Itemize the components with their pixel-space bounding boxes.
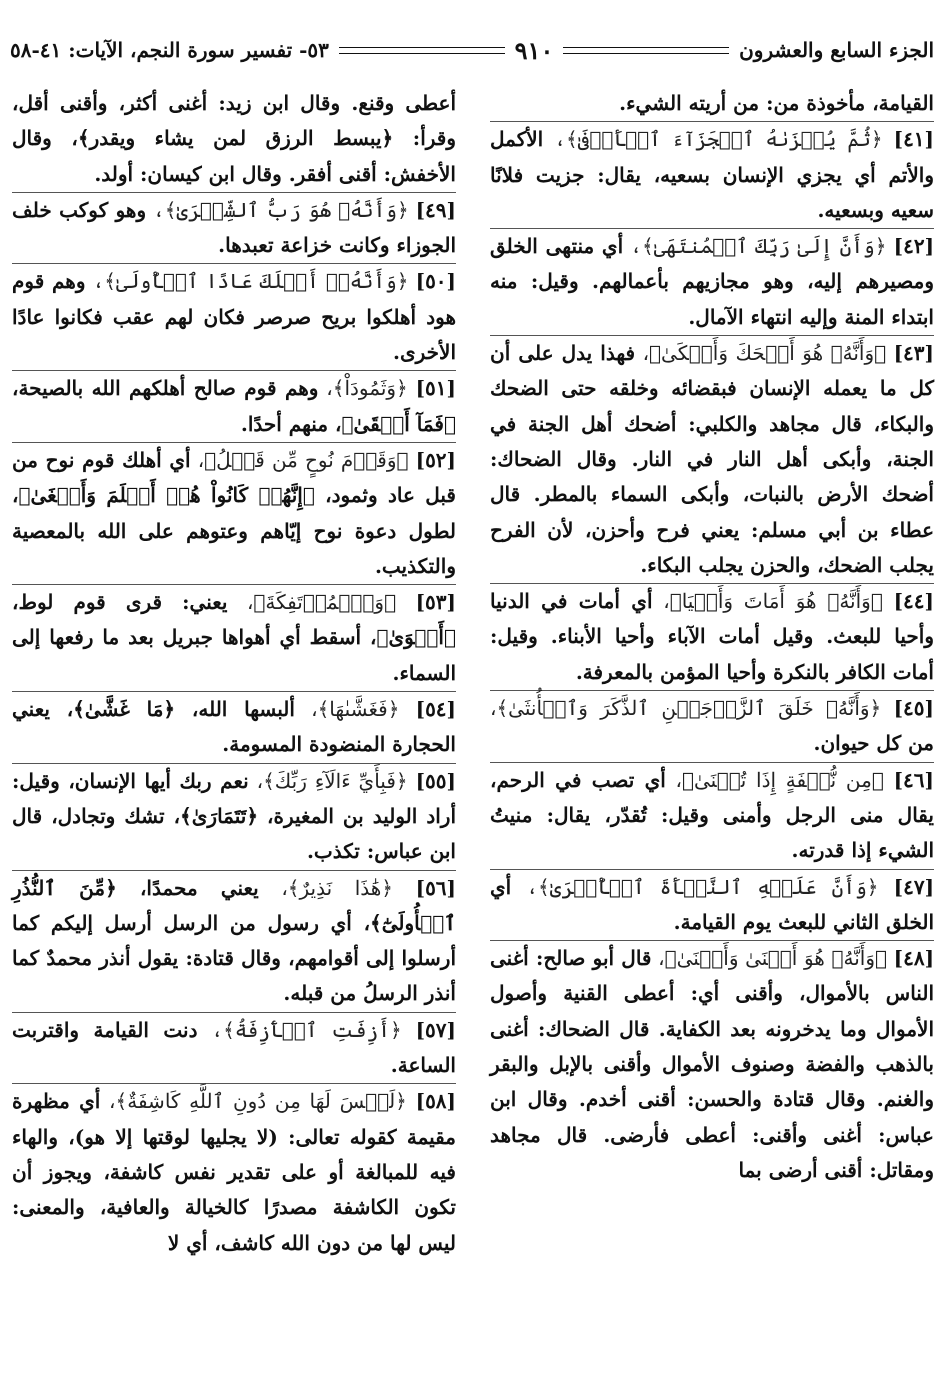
commentary-paragraph xyxy=(490,228,934,335)
surah-title: ٥٣- تفسير سورة النجم، الآيات: ٤١-٥٨ xyxy=(9,38,329,62)
commentary-text: يعني محمدًا، ﴿مِّنَ ٱلنُّذُرِ ٱلۡأُولَىٰٓ﴾، أي رسول من الرسل أرسل إليكم كما أرسلوا إلى أقوامهم، وقال قتادة: يقول أنذر محمدٌ كما أنذر الرسلُ من قبله. xyxy=(12,875,456,1006)
right-column xyxy=(490,86,934,1188)
quran-verse: ﴿وَأَنَّهُۥ هُوَ أَمَاتَ وَأَحۡيَا﴾، xyxy=(663,589,883,614)
commentary-text: أي أمات في الدنيا وأحيا للبعث. وقيل أمات الآباء وأحيا الأبناء. وقيل: أمات الكافر بالنكرة وأحيا المؤمن بالمعرفة. xyxy=(490,589,934,684)
commentary-paragraph xyxy=(12,584,456,691)
commentary-paragraph xyxy=(12,1083,456,1260)
commentary-text: أي أهلك قوم نوح من قبل عاد وثمود، ﴿إِنَّهُمۡ كَانُواْ هُمۡ أَظۡلَمَ وَأَطۡغَىٰ﴾، لطول دعوة نوح إيّاهم وعتوهم على الله بالمعصية والتكذيب. xyxy=(12,447,456,578)
commentary-paragraph xyxy=(12,691,456,763)
verse-number: [٤٥] xyxy=(893,696,934,721)
commentary-paragraph xyxy=(490,940,934,1188)
quran-verse: ﴿فَغَشَّىٰهَا﴾، xyxy=(311,697,400,722)
commentary-text: فهذا يدل على أن كل ما يعمله الإنسان فبقضائه وخلقه حتى الضحك والبكاء، قال مجاهد والكلبي: أضحك أهل الجنة في الجنة، وأبكى أهل النار في النار. وقال الضحاك: أضحك الأرض بالنبات، وأبكى السماء بالمطر. قال عطاء بن أبي مسلم: يعني فرح وأحزن، لأن الفرح يجلب الضحك، والحزن يجلب البكاء. xyxy=(490,341,934,577)
commentary-paragraph xyxy=(12,870,456,1012)
quran-verse: ﴿مِن نُّطۡفَةٍ إِذَا تُمۡنَىٰ﴾، xyxy=(675,767,884,792)
page-header xyxy=(10,30,934,70)
verse-number: [٤٦] xyxy=(893,767,934,792)
quran-verse: ﴿فَبِأَيِّ ءَالَآءِ رَبِّكَ﴾، xyxy=(256,768,408,793)
quran-verse: ﴿ثُمَّ يُجۡزَىٰهُ ٱلۡجَزَآءَ ٱلۡأَوۡفَىٰ﴾، xyxy=(554,127,883,152)
commentary-paragraph xyxy=(12,263,456,370)
commentary-paragraph xyxy=(490,121,934,228)
part-title: الجزء السابع والعشرون xyxy=(739,38,934,62)
quran-verse: ﴿وَأَنَّهُۥ هُوَ أَضۡحَكَ وَأَبۡكَىٰ﴾، xyxy=(642,341,887,366)
commentary-text: ألبسها الله، ﴿مَا غَشَّىٰ﴾، يعني الحجارة المنضودة المسومة. xyxy=(12,697,456,757)
commentary-paragraph xyxy=(490,86,934,121)
verse-number: [٤٩] xyxy=(415,197,456,222)
commentary-paragraph xyxy=(12,192,456,264)
quran-verse: ﴿لَيۡسَ لَهَا مِن دُونِ ٱللَّهِ كَاشِفَةٌ﴾، xyxy=(109,1089,407,1114)
commentary-text: أعطى وقنع. وقال ابن زيد: أغنى أكثر، وأقنى أقل، وقرأ: ﴿يبسط الرزق لمن يشاء ويقدر﴾، وقال الأخفش: أقنى أفقر. وقال ابن كيسان: أولد. xyxy=(12,91,456,186)
quran-verse: ﴿أَزِفَتِ ٱلۡأٓزِفَةُ﴾، xyxy=(211,1017,402,1042)
commentary-text: أي الخلق الثاني للبعث يوم القيامة. xyxy=(490,874,934,934)
verse-number: [٥٥] xyxy=(415,768,456,793)
quran-verse: ﴿وَأَنَّ إِلَىٰ رَبِّكَ ٱلۡمُنتَهَىٰ﴾، xyxy=(630,234,887,259)
verse-number: [٥٦] xyxy=(415,875,457,900)
header-rule xyxy=(563,47,729,54)
commentary-text: أي منتهى الخلق ومصيرهم إليه، وهو مجازيهم بأعمالهم. وقيل: منه ابتداء المنة وإليه انتهاء الآمال. xyxy=(490,234,934,329)
commentary-paragraph xyxy=(12,1012,456,1084)
commentary-text: من كل حيوان. xyxy=(813,731,934,756)
quran-verse: ﴿وَقَوۡمَ نُوحٍ مِّن قَبۡلُ﴾، xyxy=(197,447,409,472)
left-column xyxy=(12,86,456,1261)
verse-number: [٤٧] xyxy=(893,874,935,899)
quran-verse: ﴿وَأَنَّ عَلَيۡهِ ٱلنَّشۡأَةَ ٱلۡأُخۡرَىٰ﴾، xyxy=(526,874,879,899)
commentary-paragraph xyxy=(12,442,456,584)
quran-verse: ﴿وَثَمُودَاْ﴾، xyxy=(326,376,408,401)
quran-verse: ﴿وَأَنَّهُۥ هُوَ أَغۡنَىٰ وَأَقۡنَىٰ﴾، xyxy=(658,946,887,971)
commentary-paragraph xyxy=(12,370,456,442)
commentary-text: الأكمل والأتم أي يجزي الإنسان بسعيه، يقال: جزيت فلانًا سعيه وبسعيه. xyxy=(490,127,934,222)
commentary-paragraph xyxy=(490,690,934,762)
commentary-text: القيامة، مأخوذة من: من أريته الشيء. xyxy=(619,91,934,115)
commentary-paragraph xyxy=(490,869,934,941)
quran-verse: ﴿هَٰذَا نَذِيرٌ﴾، xyxy=(281,875,394,900)
commentary-text: وهم قوم صالح أهلكهم الله بالصيحة، ﴿فَمَآ أَبۡقَىٰ﴾، منهم أحدًا. xyxy=(12,376,456,436)
commentary-paragraph xyxy=(12,86,456,192)
commentary-text: أي تصب في الرحم، يقال منى الرجل وأمنى وقيل: تُقدّر، يقال: منيتُ الشيء إذا قدرته. xyxy=(490,767,934,863)
commentary-text: يعني: قرى قوم لوط، ﴿أَهۡوَىٰ﴾، أسقط أي أهواها جبريل بعد ما رفعها إلى السماء. xyxy=(12,590,456,685)
verse-number: [٥٨] xyxy=(415,1089,457,1114)
verse-number: [٤١] xyxy=(893,127,935,152)
quran-verse: ﴿وَأَنَّهُۥ هُوَ رَبُّ ٱلشِّعۡرَىٰ﴾، xyxy=(152,197,409,222)
verse-number: [٥٧] xyxy=(415,1017,456,1042)
verse-number: [٥١] xyxy=(415,376,456,401)
commentary-text: وهم قوم هود أهلكوا بريح صرصر فكان لهم عقب فكانوا عادًا الأخرى. xyxy=(12,269,456,365)
commentary-text: نعم ربك أيها الإنسان، وقيل: أراد الوليد بن المغيرة، ﴿تَتَمَارَىٰ﴾، تشك وتجادل، قال ابن عباس: تكذب. xyxy=(12,768,456,864)
commentary-text: قال أبو صالح: أغنى الناس بالأموال، وأقنى أي: أعطى القنية وأصول الأموال وما يدخرونه بعد الكفاية. قال الضحاك: أغنى بالذهب والفضة وصنوف الأموال وأقنى بالإبل والبقر والغنم. وقال قتادة والحسن: أقنى أخدم. وقال ابن عباس: أغنى وأقنى: أعطى فأرضى. قال مجاهد ومقاتل: أقنى أرضى بما xyxy=(490,946,934,1182)
commentary-paragraph xyxy=(490,762,934,869)
quran-verse: ﴿وَٱلۡمُؤۡتَفِكَةَ﴾، xyxy=(246,590,397,615)
commentary-paragraph xyxy=(12,763,456,870)
header-rule xyxy=(339,47,505,54)
verse-number: [٥٤] xyxy=(415,697,457,722)
verse-number: [٤٢] xyxy=(893,234,935,259)
commentary-paragraph xyxy=(490,335,934,583)
verse-number: [٥٢] xyxy=(415,447,457,472)
page-number: ٩١٠ xyxy=(514,35,554,65)
quran-verse: ﴿وَأَنَّهُۥٓ أَهۡلَكَ عَادًا ٱلۡأُولَىٰ﴾، xyxy=(92,269,409,294)
commentary-text: أي مظهرة مقيمة كقوله تعالى: (لا يجليها لوقتها إلا هو)، والهاء فيه للمبالغة أو على تقدير نفس كاشفة، ويجوز أن تكون الكاشفة مصدرًا كالخيالة والعافية، والمعنى: ليس لها من دون الله كاشف، أي لا xyxy=(12,1089,456,1255)
commentary-text: دنت القيامة واقتربت الساعة. xyxy=(12,1017,456,1078)
verse-number: [٤٤] xyxy=(893,589,934,614)
commentary-paragraph xyxy=(490,583,934,690)
commentary-text: وهو كوكب خلف الجوزاء وكانت خزاعة تعبدها. xyxy=(12,197,456,258)
verse-number: [٥٣] xyxy=(415,590,456,615)
verse-number: [٤٣] xyxy=(893,341,934,366)
quran-verse: ﴿وَأَنَّهُۥ خَلَقَ ٱلزَّوۡجَيۡنِ ٱلذَّكَرَ وَٱلۡأُنثَىٰ﴾، xyxy=(490,696,882,721)
verse-number: [٥٠] xyxy=(415,269,457,294)
verse-number: [٤٨] xyxy=(893,946,935,971)
